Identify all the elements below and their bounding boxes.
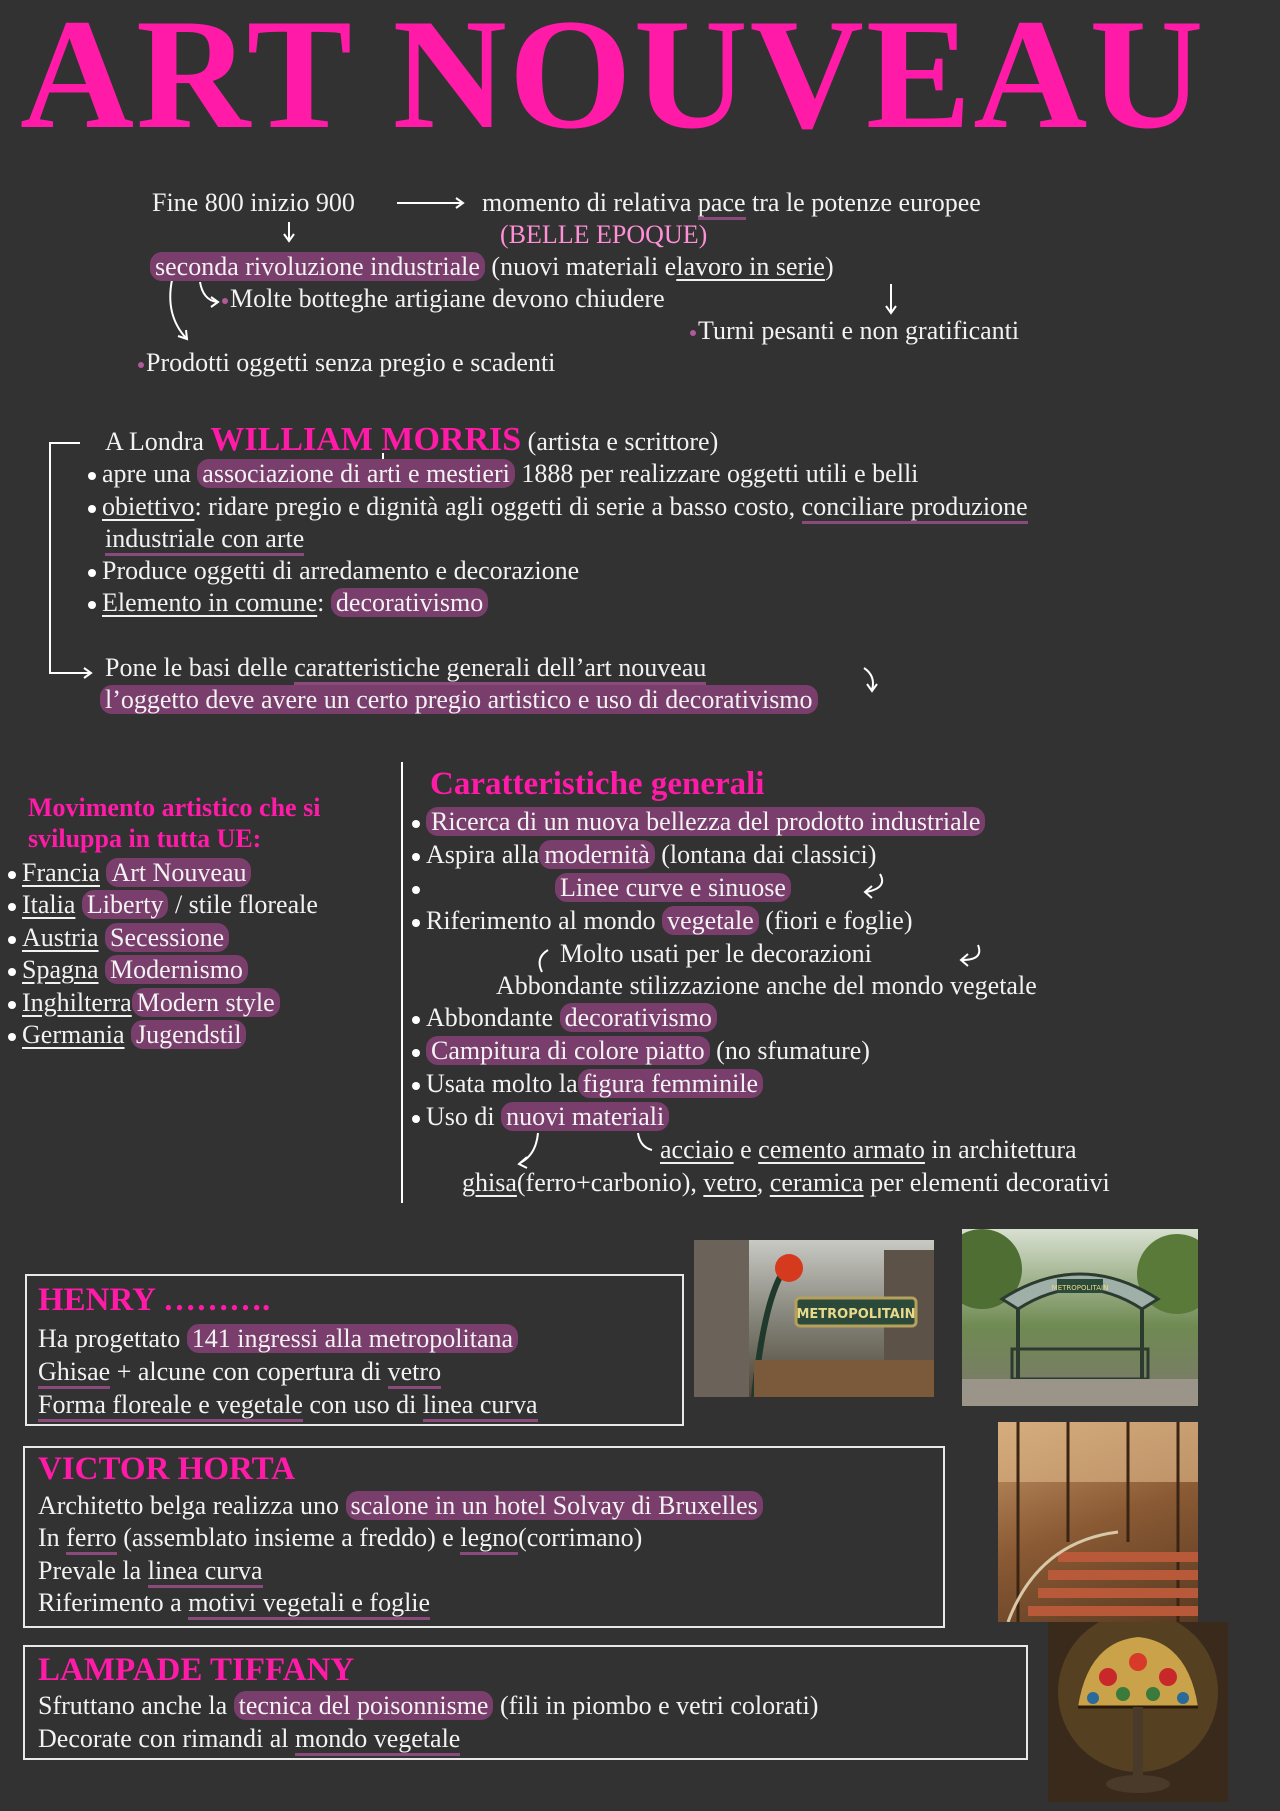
bullet-icon <box>412 1049 420 1057</box>
morris-london: A Londra <box>105 427 204 456</box>
m1-b: in architettura <box>931 1135 1077 1164</box>
henry-line-1 <box>38 1323 518 1355</box>
intro-period: Fine 800 inizio 900 <box>152 188 355 217</box>
morris-basis-2 <box>100 684 818 716</box>
movement-heading <box>28 792 320 854</box>
tiffany-title: LAMPADE TIFFANY <box>38 1652 355 1688</box>
tiffany-lamp-illustration <box>1048 1622 1228 1802</box>
m2-u2: vetro <box>703 1168 757 1197</box>
bullet-icon <box>412 1082 420 1090</box>
f1-hl: Ricerca di un nuova bellezza del prodotto industriale <box>426 807 985 836</box>
pink-dot-icon <box>222 298 228 304</box>
intro-peace-b: tra le potenze europee <box>752 188 981 217</box>
morris-bullet-4 <box>88 587 488 619</box>
b2-hl2: industriale con arte <box>105 524 304 556</box>
m2-u3: ceramica <box>769 1168 864 1197</box>
intro-shops <box>222 283 665 315</box>
henry-l3-b: con uso di <box>309 1390 417 1419</box>
bullet-icon <box>88 601 96 609</box>
bullet-icon <box>412 886 420 894</box>
movement-list <box>8 857 318 1051</box>
intro-products <box>138 347 555 379</box>
horta-l4-b: motivi vegetali e foglie <box>188 1588 430 1620</box>
bullet-icon <box>8 1033 16 1041</box>
horta-l3-a: Prevale la <box>38 1556 142 1585</box>
horta-l2-b: ferro <box>66 1523 117 1555</box>
metro-sign-text: METROPOLITAIN <box>796 1307 916 1322</box>
country: Inghilterra <box>22 987 132 1017</box>
bullet-icon <box>88 472 96 480</box>
f7-hl: figura femminile <box>578 1069 763 1098</box>
f2-b: (lontana dai classici) <box>661 840 877 869</box>
f2-a: Aspira alla <box>426 840 540 869</box>
f8-hl: nuovi materiali <box>501 1102 669 1131</box>
bullet-icon <box>412 853 420 861</box>
tiffany-line-1 <box>38 1690 818 1722</box>
f3-hl: Linee curve e sinuose <box>555 873 791 902</box>
list-item <box>8 857 318 889</box>
list-item <box>8 922 318 954</box>
b2-a: : ridare pregio e dignità agli oggetti di serie a basso costo, <box>194 492 796 521</box>
country: Francia <box>22 858 100 887</box>
bullet-icon <box>8 871 16 879</box>
extra: / stile floreale <box>174 890 318 920</box>
feature-3-text <box>555 872 791 904</box>
materials-a: (nuovi materiali e <box>491 252 677 281</box>
bullet-icon <box>8 903 16 911</box>
feature-1 <box>412 806 985 838</box>
m2-comma: , <box>756 1168 764 1197</box>
feature-8 <box>412 1101 669 1133</box>
style-hl: Secessione <box>105 923 229 952</box>
b1-b: 1888 per realizzare oggetti utili e belli <box>521 459 919 488</box>
intro-peace-a: momento di relativa <box>482 188 692 217</box>
materials-2 <box>462 1167 1110 1199</box>
f4-a: Riferimento al mondo <box>426 906 656 935</box>
metro-photo-2 <box>962 1229 1198 1406</box>
staircase-illustration <box>998 1422 1198 1622</box>
tiffany-l1-a: Sfruttano anche la <box>38 1691 228 1720</box>
horta-l2-c: (assemblato insieme a freddo) e <box>123 1523 454 1552</box>
features-heading: Caratteristiche generali <box>430 766 765 802</box>
horta-l3-b: linea curva <box>148 1556 263 1588</box>
morris-name: WILLIAM MORRIS <box>210 421 522 458</box>
country: Germania <box>22 1019 125 1049</box>
horta-l2-d: legno <box>460 1523 518 1555</box>
henry-line-3 <box>38 1389 538 1421</box>
f4-b: (fiori e foglie) <box>765 906 913 935</box>
bullet-icon <box>412 919 420 927</box>
morris-role: (artista e scrittore) <box>527 427 719 456</box>
horta-line-2 <box>38 1522 642 1554</box>
list-item <box>8 954 318 986</box>
list-item <box>8 1019 318 1051</box>
henry-l1-a: Ha progettato <box>38 1324 181 1353</box>
b2-u: obiettivo <box>102 492 195 521</box>
f2-hl: modernità <box>539 840 654 869</box>
b1-hl: associazione di arti e mestieri <box>197 459 515 488</box>
style-hl: Liberty <box>82 890 169 919</box>
intro-shifts <box>690 315 1019 347</box>
pink-dot-icon <box>138 362 144 368</box>
henry-l1-hl: 141 ingressi alla metropolitana <box>187 1324 518 1353</box>
materials-b: ) <box>824 252 834 281</box>
henry-title: HENRY ………. <box>38 1282 271 1318</box>
morris-basis <box>105 652 706 684</box>
materials-u: lavoro in serie <box>676 252 825 281</box>
metro-canopy-illustration <box>962 1229 1198 1406</box>
morris-bullet-1 <box>88 458 918 490</box>
horta-line-4 <box>38 1587 430 1619</box>
metro-photo-1 <box>694 1240 934 1397</box>
basis-hl: caratteristiche generali dell’art nouveau <box>294 653 706 685</box>
henry-l3-a: Forma floreale e vegetale <box>38 1390 303 1422</box>
horta-l2-a: In <box>38 1523 60 1552</box>
metro-sign-illustration <box>694 1240 934 1397</box>
tiffany-l2-b: mondo vegetale <box>295 1724 460 1756</box>
horta-line-1 <box>38 1490 763 1522</box>
style-hl: Jugendstil <box>131 1020 246 1049</box>
bullet-icon <box>412 1016 420 1024</box>
horta-staircase-photo <box>998 1422 1198 1622</box>
shops-text: Molte botteghe artigiane devono chiudere <box>230 284 665 313</box>
b4-u: Elemento in comune <box>102 588 318 617</box>
henry-l2-c: vetro <box>388 1357 441 1389</box>
movement-heading-1: Movimento artistico che si <box>28 793 321 822</box>
movement-heading-2: sviluppa in tutta UE: <box>28 824 262 853</box>
b1-a: apre una <box>102 459 191 488</box>
henry-l2-b: + alcune con copertura di <box>116 1357 382 1386</box>
intro-peace-hl: pace <box>698 188 746 220</box>
m2-a: (ferro+carbonio), <box>516 1168 697 1197</box>
country: Italia <box>22 890 76 920</box>
f5-a: Abbondante <box>426 1003 554 1032</box>
m1-and: e <box>740 1135 752 1164</box>
materials-1 <box>660 1134 1077 1166</box>
f6-b: (no sfumature) <box>716 1036 870 1065</box>
m2-u1: ghisa <box>462 1168 517 1197</box>
b4-hl: decorativismo <box>331 588 488 617</box>
feature-3 <box>412 872 426 904</box>
f5-hl: decorativismo <box>560 1003 717 1032</box>
morris-bullet-2b <box>105 523 304 555</box>
horta-l1-hl: scalone in un hotel Solvay di Bruxelles <box>346 1491 763 1520</box>
bullet-icon <box>88 505 96 513</box>
horta-l1-a: Architetto belga realizza uno <box>38 1491 340 1520</box>
horta-l4-a: Riferimento a <box>38 1588 182 1617</box>
m1-u2: cemento armato <box>758 1135 925 1164</box>
morris-header <box>105 421 719 458</box>
bullet-icon <box>88 569 96 577</box>
morris-bullet-3 <box>88 555 579 587</box>
feature-6 <box>412 1035 870 1067</box>
tiffany-l2-a: Decorate con rimandi al <box>38 1724 289 1753</box>
style-hl: Modern style <box>132 988 280 1017</box>
country: Spagna <box>22 955 99 985</box>
f4-hl: vegetale <box>662 906 759 935</box>
pink-dot-icon <box>690 330 696 336</box>
tiffany-l1-b: (fili in piombo e vetri colorati) <box>499 1691 819 1720</box>
horta-title: VICTOR HORTA <box>38 1451 296 1487</box>
bullet-icon <box>8 936 16 944</box>
metro-sign-text-2: METROPOLITAIN <box>1051 1284 1109 1292</box>
f7-a: Usata molto la <box>426 1069 578 1098</box>
f6-hl: Campitura di colore piatto <box>426 1036 710 1065</box>
page-title: ART NOUVEAU <box>20 0 1206 162</box>
horta-l2-e: (corrimano) <box>518 1523 643 1552</box>
intro-revolution-line <box>150 251 834 283</box>
tiffany-lamp-photo <box>1048 1622 1228 1802</box>
style-hl: Modernismo <box>105 955 248 984</box>
tiffany-line-2 <box>38 1723 460 1755</box>
feature-4-sub2: Abbondante stilizzazione anche del mondo vegetale <box>496 971 1037 1000</box>
bullet-icon <box>8 968 16 976</box>
country: Austria <box>22 922 99 952</box>
feature-7 <box>412 1068 763 1100</box>
basis-a: Pone le basi delle <box>105 653 288 682</box>
belle-epoque: (BELLE EPOQUE) <box>500 220 708 249</box>
b3-text: Produce oggetti di arredamento e decorazione <box>102 556 580 585</box>
tiffany-l1-hl: tecnica del poisonnisme <box>234 1691 494 1720</box>
horta-line-3 <box>38 1555 263 1587</box>
intro-peace-line <box>482 187 981 219</box>
list-item <box>8 889 318 921</box>
henry-l3-c: linea curva <box>423 1390 538 1422</box>
m1-u1: acciaio <box>660 1135 734 1164</box>
revolution-hl: seconda rivoluzione industriale <box>150 252 485 281</box>
feature-5 <box>412 1002 717 1034</box>
shifts-text: Turni pesanti e non gratificanti <box>698 316 1020 345</box>
feature-4 <box>412 905 913 937</box>
feature-4-sub1: Molto usati per le decorazioni <box>560 939 872 968</box>
bullet-icon <box>412 1115 420 1123</box>
henry-l2-a: Ghisae <box>38 1357 110 1389</box>
bullet-icon <box>412 820 420 828</box>
b2-hl1: conciliare produzione <box>802 492 1028 524</box>
m2-b: per elementi decorativi <box>870 1168 1110 1197</box>
style-hl: Art Nouveau <box>106 858 251 887</box>
bullet-icon <box>8 1001 16 1009</box>
b4-colon: : <box>317 588 325 617</box>
feature-2 <box>412 839 876 871</box>
products-text: Prodotti oggetti senza pregio e scadenti <box>146 348 556 377</box>
henry-line-2 <box>38 1356 441 1388</box>
morris-bullet-2 <box>88 491 1028 523</box>
list-item <box>8 987 318 1019</box>
f8-a: Uso di <box>426 1102 495 1131</box>
basis-2: l’oggetto deve avere un certo pregio artistico e uso di decorativismo <box>100 685 818 714</box>
